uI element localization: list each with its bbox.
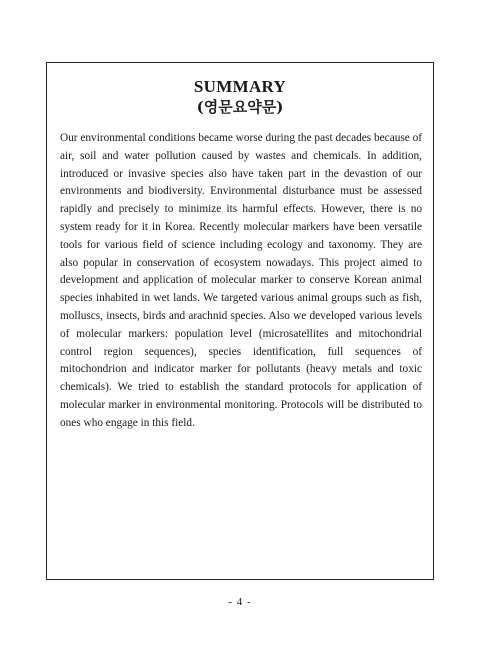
summary-title: SUMMARY [193,77,287,96]
summary-subtitle-korean: (영문요약문) [196,98,284,116]
summary-box [46,62,434,580]
page-number: - 4 - [228,596,252,608]
summary-body-paragraph: Our environmental conditions became worse during the past decades because of air, soil and water pollution caused by wastes and chemicals. In addition, introduced or invasive species also have taken part in the devastion of our environments and biodiversity. Environmental disturbance must be assessed rapidly and precisely to minimize its harmful effects. However, there is no system ready for it in Korea. Recently molecular markers have been versatile tools for various field of science including ecology and taxonomy. They are also popular in conservation of ecosystem nowadays. This project aimed to development and application of molecular marker to conserve Korean animal species inhabited in wet lands. We targeted various animal groups such as fish, molluscs, insects, birds and arachnid species. Also we developed various levels of molecular markers: population level (microsatellites and mitochondrial control region sequences), species identification, full sequences of mitochondrion and indicator marker for pollutants (heavy metals and toxic chemicals). We tried to establish the standard protocols for application of molecular marker in environmental monitoring. Protocols will be distributed to ones who engage in this field. [60,132,423,429]
